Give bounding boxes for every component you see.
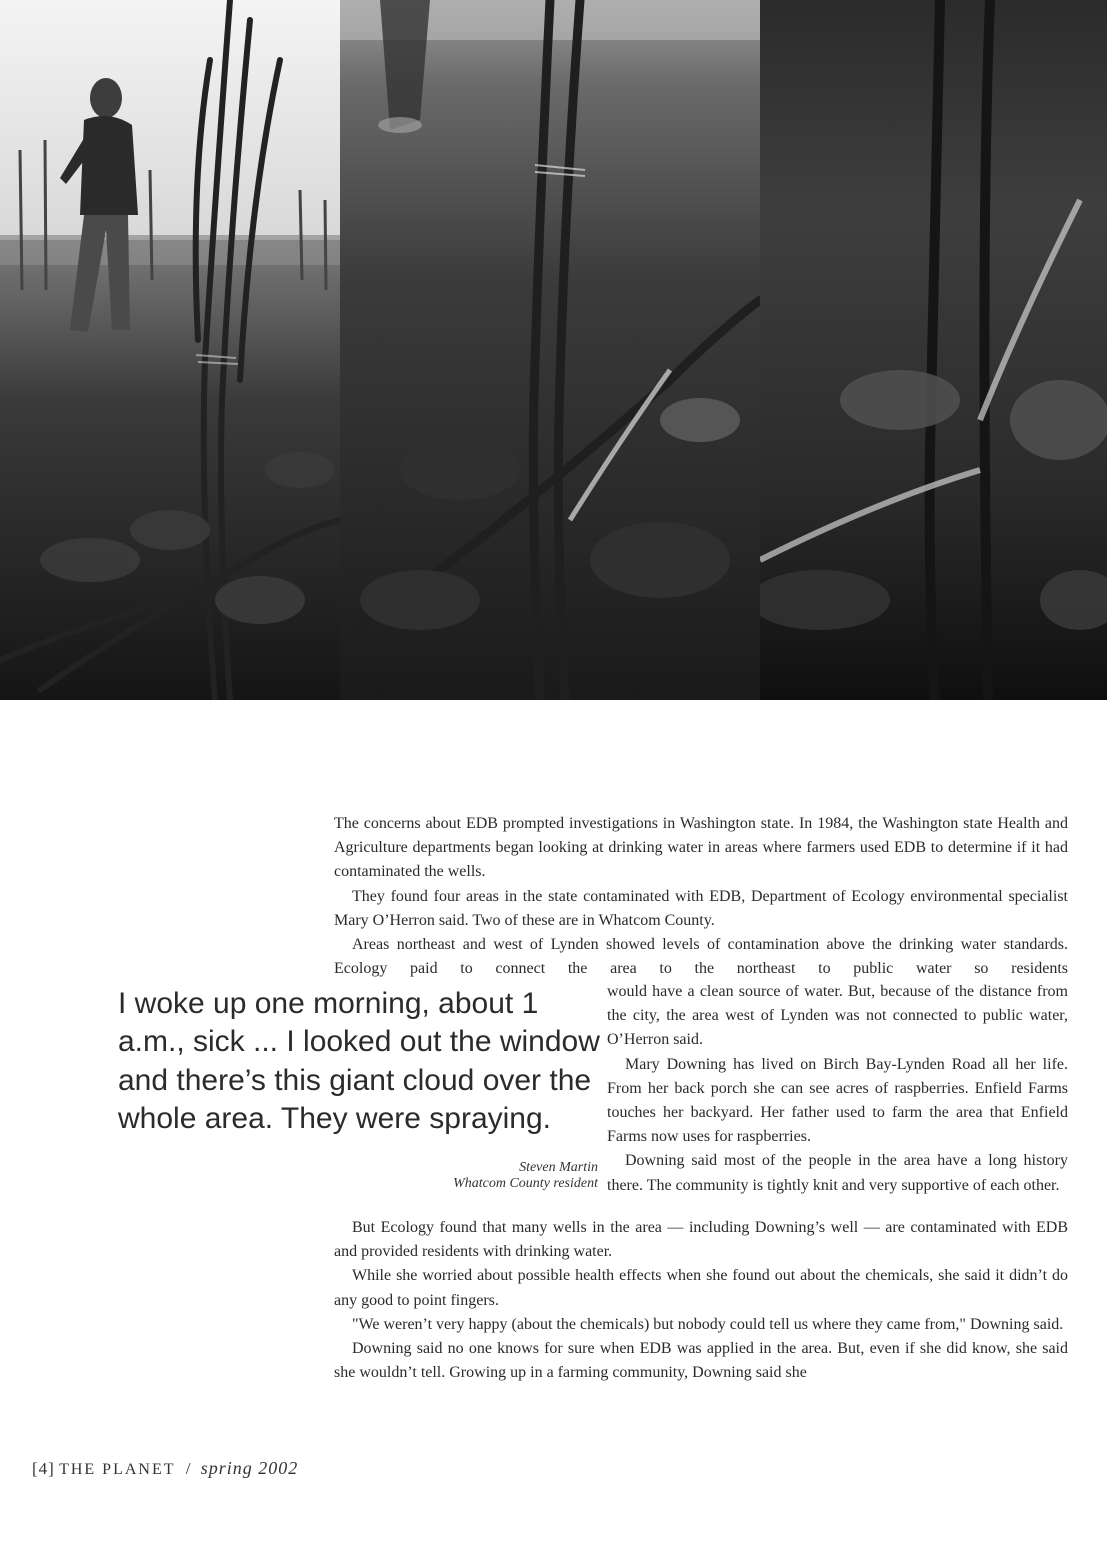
footer-separator: / [185,1459,191,1478]
magazine-name: THE PLANET [59,1461,176,1478]
article-paragraph: They found four areas in the state contaminated with EDB, Department of Ecology environmental specialist Mary O’Herron said. Two of these are in Whatcom County. [334,887,1068,929]
attribution-role: Whatcom County resident [453,1176,598,1191]
pull-quote-attribution [400,1160,598,1192]
photo-strip [0,0,1107,700]
article-column-top [334,812,1068,981]
article-paragraph: Mary Downing has lived on Birch Bay-Lynden Road all her life. From her back porch she can see acres of raspberries. Enfield Farms touches her backyard. Her father used to farm the area that Enfield Farms now uses for raspberries. [607,1055,1068,1146]
article-paragraph: While she worried about possible health effects when she found out about the chemicals, she said it didn’t do any good to point fingers. [334,1267,1068,1309]
article-paragraph: Downing said no one knows for sure when EDB was applied in the area. But, even if she did know, she said she wouldn’t tell. Growing up in a farming community, Downing said she [334,1340,1068,1382]
article-paragraph: Areas northeast and west of Lynden showed levels of contamination above the drinking water standards. Ecology paid to connect the area to the northeast to public water so residents [334,936,1068,978]
article-paragraph: The concerns about EDB prompted investigations in Washington state. In 1984, the Washington state Health and Agriculture departments began looking at drinking water in areas where farmers used EDB to determine if it had contaminated the wells. [334,815,1068,881]
photo-farmer-field [0,0,340,700]
article-column-mid [607,980,1068,1198]
page-number: [4] [32,1459,55,1478]
article-paragraph: would have a clean source of water. But, because of the distance from the city, the area west of Lynden was not connected to public water, O’Herron said. [607,983,1068,1049]
article-column-bottom [334,1216,1068,1385]
article-paragraph: But Ecology found that many wells in the area — including Downing’s well — are contaminated with EDB and provided residents with drinking water. [334,1219,1068,1261]
photo-cane-closeup [340,0,760,700]
pull-quote: I woke up one morning, about 1 a.m., sick ... I looked out the window and there’s this giant cloud over the whole area. They were spraying. [118,987,600,1135]
issue-label: spring 2002 [200,1458,299,1478]
page-footer [32,1458,298,1479]
article-paragraph: "We weren’t very happy (about the chemicals) but nobody could tell us where they came from," Downing said. [352,1315,1064,1333]
article-paragraph: Downing said most of the people in the area have a long history there. The community is tightly knit and very supportive of each other. [607,1152,1068,1194]
photo-cane-base [760,0,1107,700]
attribution-name: Steven Martin [519,1160,598,1175]
